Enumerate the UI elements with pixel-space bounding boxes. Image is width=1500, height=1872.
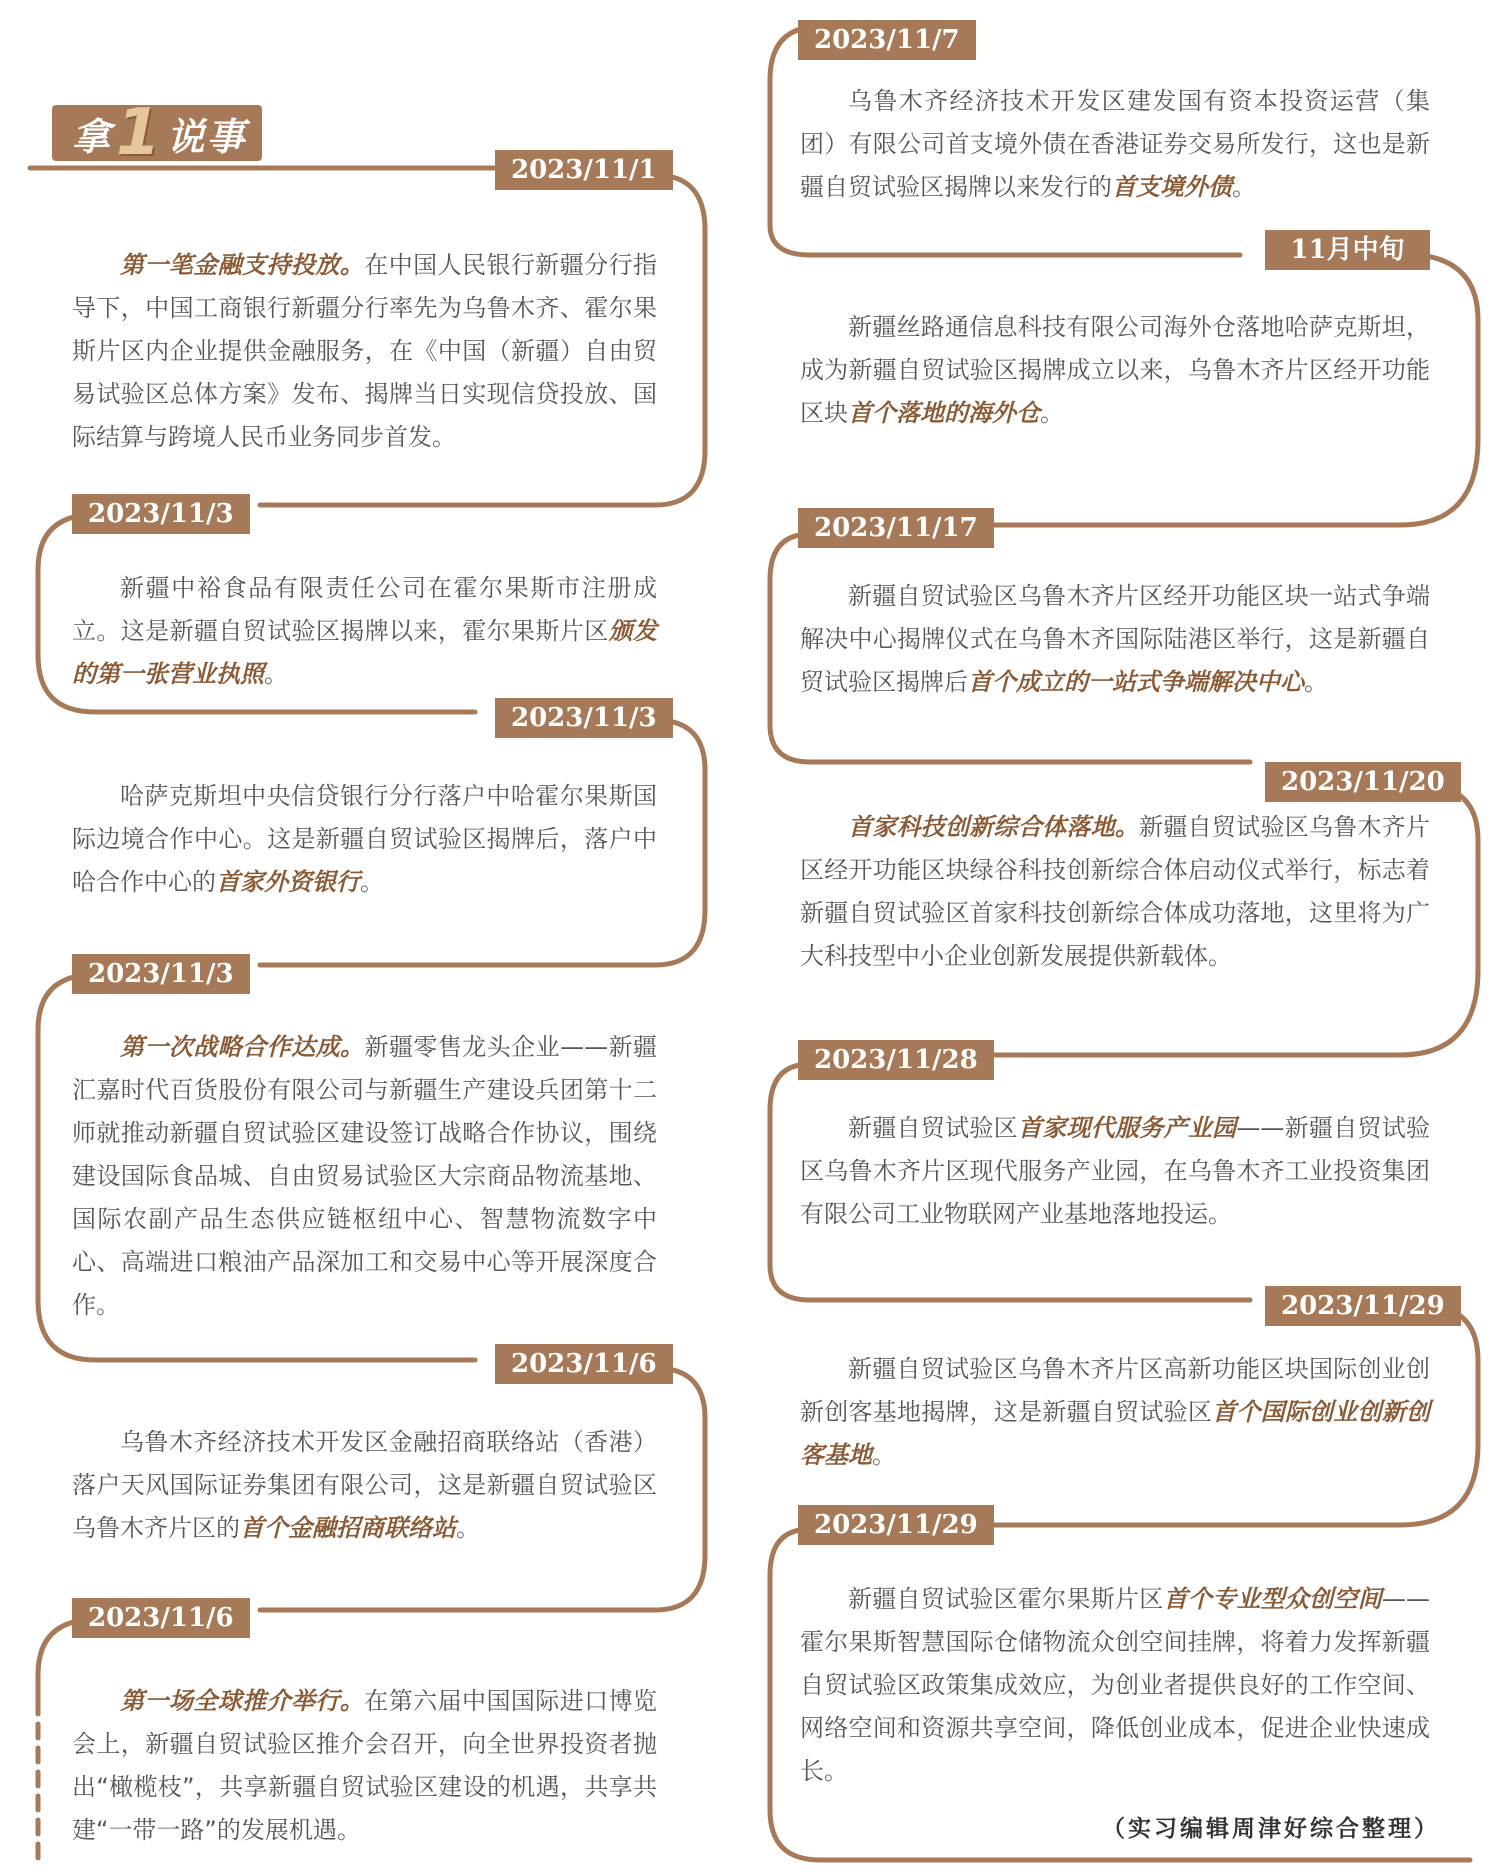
entry-end: 。 bbox=[872, 1441, 896, 1469]
date-badge: 2023/11/3 bbox=[72, 494, 250, 534]
date-badge: 2023/11/3 bbox=[72, 954, 250, 994]
logo-text-part2: 说事 bbox=[166, 114, 247, 159]
entry-body: 乌鲁木齐经济技术开发区建发国有资本投资运营（集团）有限公司首支境外债在香港证券交易所发行，这也是新疆自贸试验区揭牌以来发行的 bbox=[800, 87, 1430, 201]
entry-text bbox=[72, 775, 657, 904]
date-badge: 2023/11/17 bbox=[798, 508, 994, 548]
entry-lead: 第一笔金融支持投放。 bbox=[120, 251, 365, 279]
entry-body: 新疆自贸试验区乌鲁木齐片区经开功能区块绿谷科技创新综合体启动仪式举行，标志着新疆自贸试验区首家科技创新综合体成功落地，这里将为广大科技型中小企业创新发展提供新载体。 bbox=[800, 813, 1431, 970]
entry-lead: 第一场全球推介举行。 bbox=[120, 1687, 365, 1715]
entry-text bbox=[72, 244, 657, 459]
entry-end: 。 bbox=[456, 1514, 480, 1542]
entry-text bbox=[800, 1578, 1430, 1793]
entry-pre: 新疆自贸试验区霍尔果斯片区 bbox=[848, 1585, 1164, 1613]
entry-end: ——霍尔果斯智慧国际仓储物流众创空间挂牌，将着力发挥新疆自贸试验区政策集成效应，为创业者提供良好的工作空间、网络空间和资源共享空间，降低创业成本，促进企业快速成长。 bbox=[800, 1585, 1431, 1785]
date-badge: 2023/11/6 bbox=[72, 1598, 250, 1638]
section-logo bbox=[52, 96, 262, 170]
entry-text bbox=[72, 1026, 657, 1327]
entry-body: 新疆自贸试验区乌鲁木齐片区经开功能区块一站式争端解决中心揭牌仪式在乌鲁木齐国际陆港区举行，这是新疆自贸试验区揭牌后 bbox=[800, 582, 1430, 696]
entry-end: 。 bbox=[1304, 668, 1328, 696]
date-badge: 2023/11/6 bbox=[495, 1344, 673, 1384]
logo-text-part1: 拿 bbox=[72, 114, 113, 159]
editor-credit: （实习编辑周津好综合整理） bbox=[1102, 1815, 1440, 1842]
entry-body: 新疆丝路通信息科技有限公司海外仓落地哈萨克斯坦，成为新疆自贸试验区揭牌成立以来，乌鲁木齐片区经开功能区块 bbox=[800, 313, 1430, 427]
entry-text bbox=[800, 80, 1430, 209]
entry-emph: 首个落地的海外仓 bbox=[848, 399, 1040, 427]
entry-text bbox=[800, 575, 1430, 704]
date-badge: 2023/11/3 bbox=[495, 698, 673, 738]
date-badge: 2023/11/7 bbox=[798, 20, 976, 60]
entry-emph: 首家现代服务产业园 bbox=[1017, 1114, 1237, 1142]
entry-end: ——新疆自贸试验区乌鲁木齐片区现代服务产业园，在乌鲁木齐工业投资集团有限公司工业物联网产业基地落地投运。 bbox=[800, 1114, 1431, 1228]
entry-text bbox=[800, 306, 1430, 435]
entry-body: 新疆中裕食品有限责任公司在霍尔果斯市注册成立。这是新疆自贸试验区揭牌以来，霍尔果斯片区 bbox=[72, 574, 657, 645]
entry-text bbox=[800, 1107, 1430, 1236]
entry-end: 。 bbox=[1040, 399, 1064, 427]
date-badge: 2023/11/1 bbox=[495, 150, 673, 190]
entry-text bbox=[800, 1348, 1430, 1477]
entry-emph: 首家外资银行 bbox=[216, 868, 360, 896]
date-badge: 2023/11/28 bbox=[798, 1040, 994, 1080]
entry-emph: 首支境外债 bbox=[1112, 173, 1232, 201]
entry-lead: 首家科技创新综合体落地。 bbox=[848, 813, 1140, 841]
entry-body: 在第六届中国国际进口博览会上，新疆自贸试验区推介会召开，向全世界投资者抛出“橄榄枝”，共享新疆自贸试验区建设的机遇，共享共建“一带一路”的发展机遇。 bbox=[72, 1687, 658, 1844]
entry-body: 乌鲁木齐经济技术开发区金融招商联络站（香港）落户天风国际证券集团有限公司，这是新疆自贸试验区乌鲁木齐片区的 bbox=[72, 1428, 657, 1542]
entry-body: 新疆自贸试验区乌鲁木齐片区高新功能区块国际创业创新创客基地揭牌，这是新疆自贸试验区 bbox=[800, 1355, 1430, 1426]
entry-text bbox=[800, 806, 1430, 978]
entry-body: 哈萨克斯坦中央信贷银行分行落户中哈霍尔果斯国际边境合作中心。这是新疆自贸试验区揭牌后，落户中哈合作中心的 bbox=[72, 782, 657, 896]
entry-emph: 首个国际创业创新创客基地 bbox=[800, 1398, 1431, 1469]
entry-text bbox=[72, 1680, 657, 1852]
logo-number: 1 bbox=[116, 96, 163, 170]
entry-text bbox=[72, 567, 657, 696]
date-badge: 2023/11/29 bbox=[798, 1505, 994, 1545]
entry-emph: 首个金融招商联络站 bbox=[240, 1514, 456, 1542]
date-badge: 2023/11/20 bbox=[1265, 762, 1461, 802]
entry-emph: 首个成立的一站式争端解决中心 bbox=[968, 668, 1304, 696]
entry-end: 。 bbox=[360, 868, 384, 896]
entry-lead: 第一次战略合作达成。 bbox=[120, 1033, 365, 1061]
entry-body: 新疆零售龙头企业——新疆汇嘉时代百货股份有限公司与新疆生产建设兵团第十二师就推动新疆自贸试验区建设签订战略合作协议，围绕建设国际食品城、自由贸易试验区大宗商品物流基地、国际农副产品生态供应链枢纽中心、智慧物流数字中心、高端进口粮油产品深加工和交易中心等开展深度合作。 bbox=[72, 1033, 657, 1319]
entry-end: 。 bbox=[1232, 173, 1256, 201]
entry-emph: 颁发的第一张营业执照 bbox=[72, 617, 658, 688]
entry-end: 。 bbox=[264, 660, 288, 688]
entry-pre: 新疆自贸试验区 bbox=[848, 1114, 1018, 1142]
entry-emph: 首个专业型众创空间 bbox=[1163, 1585, 1383, 1613]
date-badge: 11月中旬 bbox=[1265, 230, 1430, 270]
date-badge: 2023/11/29 bbox=[1265, 1286, 1461, 1326]
entry-body: 在中国人民银行新疆分行指导下，中国工商银行新疆分行率先为乌鲁木齐、霍尔果斯片区内企业提供金融服务，在《中国（新疆）自由贸易试验区总体方案》发布、揭牌当日实现信贷投放、国际结算与跨境人民币业务同步首发。 bbox=[72, 251, 658, 451]
entry-text bbox=[72, 1421, 657, 1550]
